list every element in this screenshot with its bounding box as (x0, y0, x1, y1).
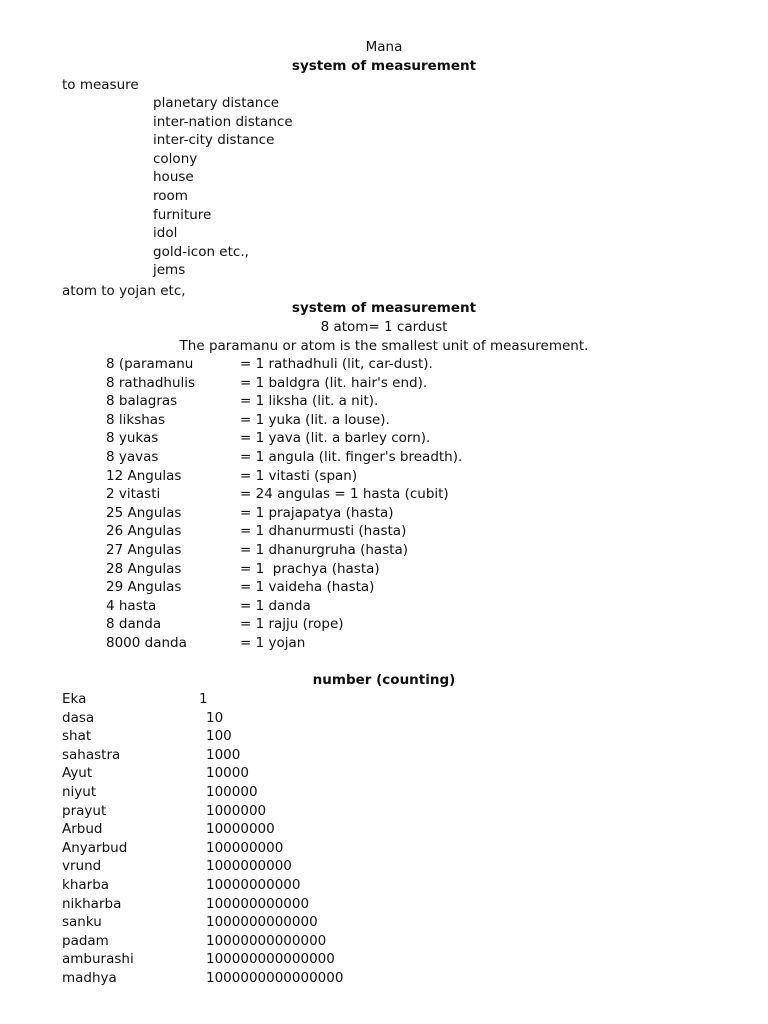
measure-list-item: room (153, 188, 188, 204)
unit-right: = 1 prajapatya (hasta) (240, 504, 394, 521)
range-text: atom to yojan etc, (62, 283, 186, 299)
number-name: amburashi (62, 951, 134, 968)
unit-left: 12 Angulas (106, 467, 182, 484)
measure-list-item: furniture (153, 206, 212, 223)
number-name: dasa (62, 709, 95, 726)
number-name: Arbud (62, 821, 103, 838)
number-value: 10 (206, 709, 224, 726)
unit-right: = 1 prachya (hasta) (240, 560, 380, 577)
page-subtitle: system of measurement (291, 58, 477, 74)
number-value: 10000000000000 (206, 932, 327, 949)
number-name: sahastra (62, 746, 121, 763)
number-value: 100000000000000 (206, 951, 335, 968)
unit-left: 27 Angulas (106, 542, 182, 558)
unit-right: = 1 rajju (rope) (240, 616, 344, 633)
number-name: shat (62, 728, 92, 745)
number-value: 100 (206, 728, 232, 745)
unit-right: = 1 vitasti (span) (240, 467, 358, 484)
measure-list-item: colony (153, 150, 198, 167)
number-value: 1000000000000 (206, 914, 318, 931)
number-value: 100000000 (206, 839, 284, 856)
unit-right: = 1 yuka (lit. a louse). (240, 411, 390, 428)
number-value: 1000 (206, 746, 241, 763)
page-title: Mana (365, 39, 403, 55)
unit-left: 8 (paramanu (106, 356, 194, 372)
section-heading: system of measurement (291, 300, 477, 316)
measure-list-item: house (153, 169, 194, 186)
number-name: Ayut (62, 765, 93, 782)
atom-definition: 8 atom= 1 cardust (320, 319, 448, 335)
unit-left: 8000 danda (106, 635, 187, 651)
unit-right: = 1 liksha (lit. a nit). (240, 393, 379, 410)
number-name: vrund (62, 858, 102, 875)
number-value: 1 (199, 691, 208, 707)
number-value: 1000000 (206, 802, 267, 819)
number-value: 100000000000 (206, 895, 310, 912)
number-value: 10000000000 (206, 877, 301, 893)
number-name: kharba (62, 877, 110, 893)
number-name: nikharba (62, 895, 122, 912)
unit-right: = 1 dhanurmusti (hasta) (240, 523, 407, 540)
unit-right: = 24 angulas = 1 hasta (cubit) (240, 486, 449, 503)
unit-left: 4 hasta (106, 597, 157, 614)
unit-left: 25 Angulas (106, 504, 182, 521)
number-value: 1000000000000000 (206, 970, 344, 986)
unit-right: = 1 dhanurgruha (hasta) (240, 542, 409, 558)
unit-left: 2 vitasti (106, 486, 161, 503)
unit-left: 8 balagras (106, 393, 178, 410)
unit-right: = 1 baldgra (lit. hair's end). (240, 374, 428, 391)
number-name: padam (62, 932, 109, 949)
number-value: 10000000 (206, 821, 275, 838)
measure-list-item: inter-nation distance (153, 113, 293, 130)
unit-left: 28 Angulas (106, 560, 182, 577)
unit-right: = 1 angula (lit. finger's breadth). (240, 449, 463, 465)
intro-text: to measure (62, 77, 139, 93)
measure-list-item: gold-icon etc., (153, 243, 249, 260)
number-name: Eka (62, 691, 87, 707)
counting-heading: number (counting) (312, 672, 456, 688)
unit-right: = 1 danda (240, 597, 311, 614)
measure-list-item: planetary distance (153, 95, 280, 111)
number-name: niyut (62, 784, 97, 800)
unit-left: 26 Angulas (106, 523, 182, 540)
unit-left: 8 yavas (106, 449, 159, 465)
number-name: prayut (62, 802, 107, 819)
unit-right: = 1 yojan (240, 635, 306, 651)
number-value: 10000 (206, 765, 249, 782)
unit-right: = 1 rathadhuli (lit, car-dust). (240, 356, 433, 372)
number-value: 1000000000 (206, 858, 292, 875)
measure-list-item: jems (153, 262, 186, 279)
unit-left: 8 likshas (106, 411, 166, 428)
paramanu-note: The paramanu or atom is the smallest unit of measurement. (179, 338, 589, 354)
unit-left: 8 yukas (106, 430, 159, 447)
measure-list-item: inter-city distance (153, 132, 275, 149)
unit-right: = 1 yava (lit. a barley corn). (240, 430, 431, 447)
number-name: madhya (62, 970, 117, 986)
unit-left: 8 danda (106, 616, 162, 633)
unit-left: 8 rathadhulis (106, 374, 196, 391)
number-value: 100000 (206, 784, 258, 800)
unit-right: = 1 vaideha (hasta) (240, 579, 375, 596)
unit-left: 29 Angulas (106, 579, 182, 596)
number-name: Anyarbud (62, 839, 128, 856)
measure-list-item: idol (153, 225, 178, 242)
number-name: sanku (62, 914, 102, 931)
